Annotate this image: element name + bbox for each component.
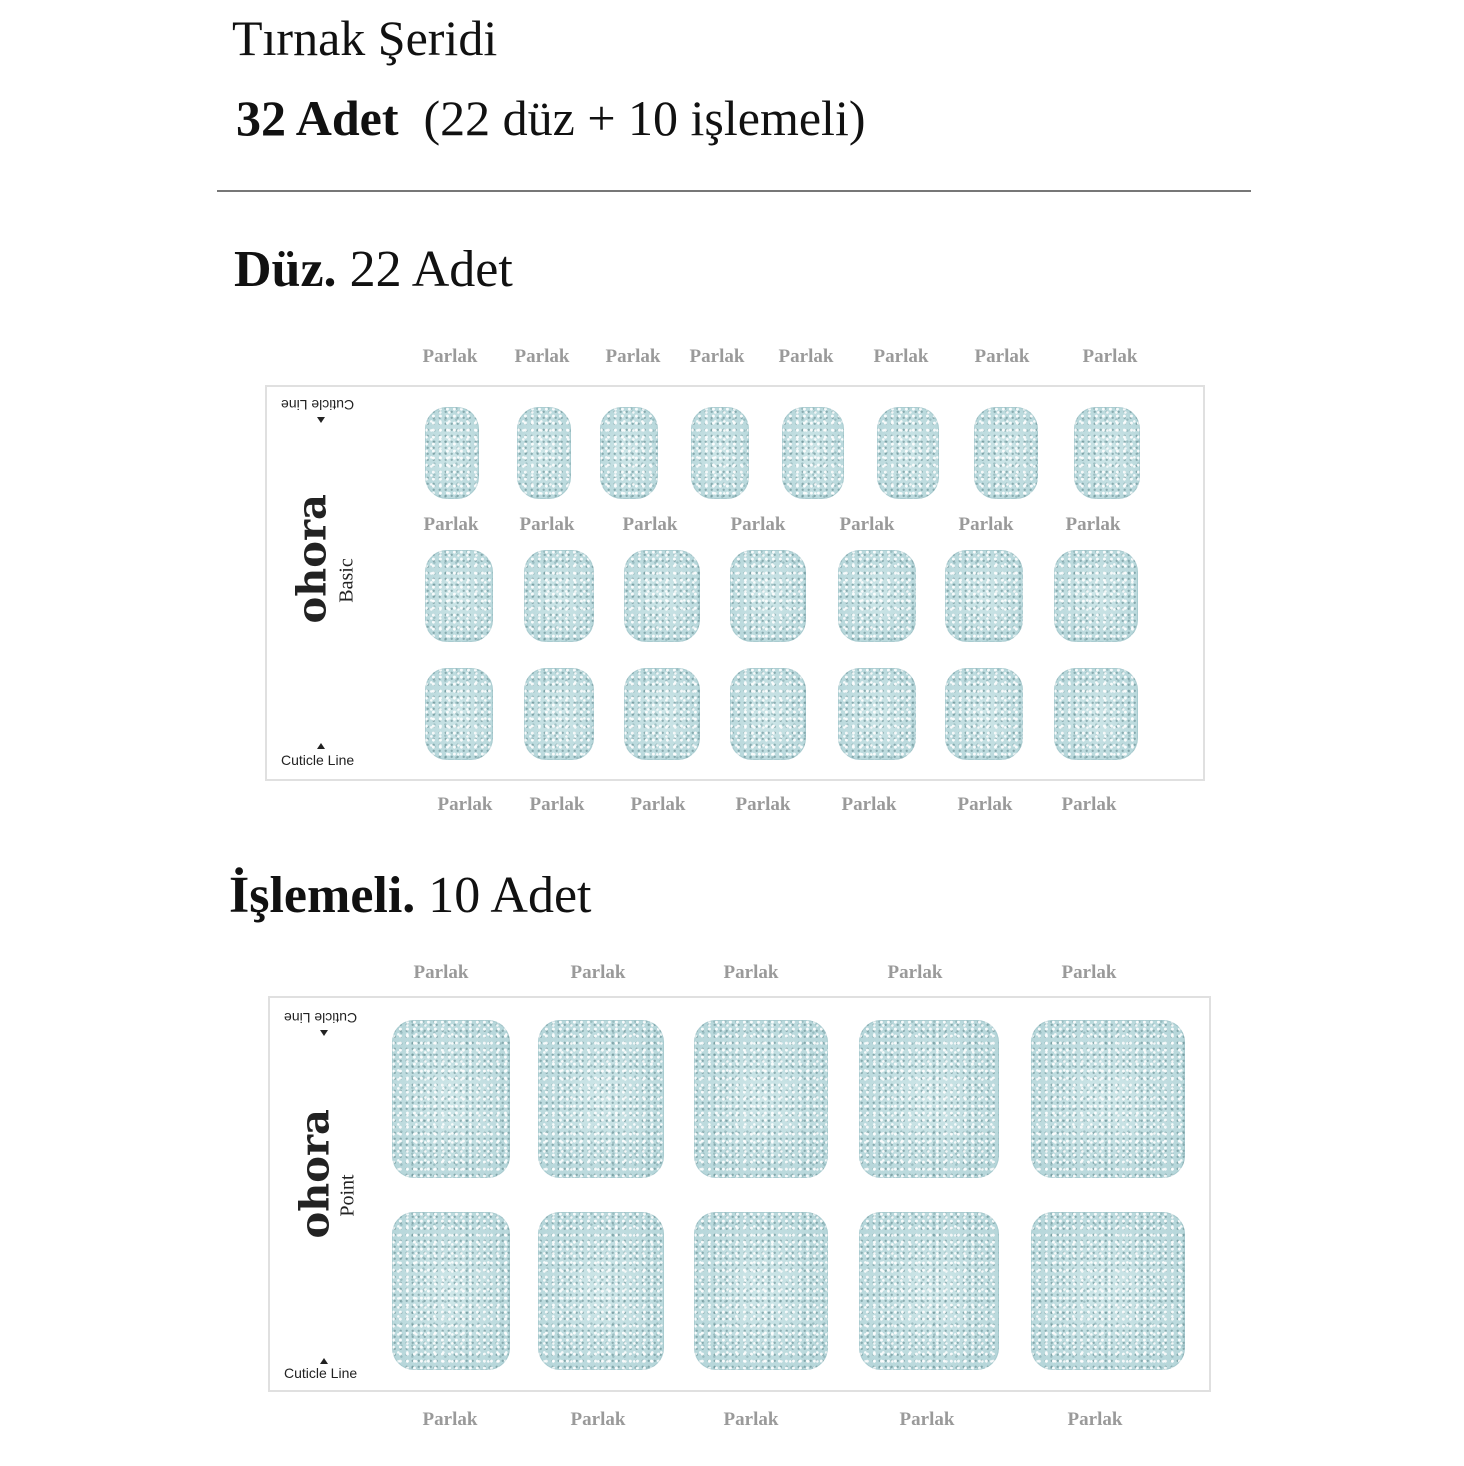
nail-strip <box>859 1020 999 1178</box>
finish-label: Parlak <box>957 794 1013 815</box>
finish-label: Parlak <box>958 514 1014 535</box>
finish-label: Parlak <box>570 1409 626 1430</box>
nail-strip <box>838 668 916 760</box>
brand-line: Basic <box>335 558 358 603</box>
cuticle-arrow-icon <box>317 417 325 423</box>
section-design-heading-count: 10 Adet <box>428 867 592 924</box>
finish-label: Parlak <box>570 962 626 983</box>
finish-label: Parlak <box>841 794 897 815</box>
nail-strip <box>425 668 493 760</box>
finish-label: Parlak <box>605 346 661 367</box>
nail-strip <box>859 1212 999 1370</box>
finish-label: Parlak <box>735 794 791 815</box>
nail-sheet-point <box>268 996 1211 1392</box>
finish-label: Parlak <box>514 346 570 367</box>
nail-strip <box>691 407 749 499</box>
nail-strip <box>600 407 658 499</box>
finish-label: Parlak <box>1067 1409 1123 1430</box>
finish-label: Parlak <box>630 794 686 815</box>
total-count-detail: (22 düz + 10 işlemeli) <box>423 90 866 146</box>
finish-label: Parlak <box>723 1409 779 1430</box>
finish-label: Parlak <box>974 346 1030 367</box>
nail-strip <box>517 407 571 499</box>
finish-label: Parlak <box>839 514 895 535</box>
nail-strip <box>624 550 700 642</box>
nail-strip <box>782 407 844 499</box>
cuticle-line-label-top: Cuticle Line <box>281 397 355 413</box>
nail-strip <box>392 1020 510 1178</box>
nail-strip <box>392 1212 510 1370</box>
nail-strip <box>524 668 594 760</box>
nail-strip <box>838 550 916 642</box>
finish-label: Parlak <box>1082 346 1138 367</box>
cuticle-arrow-icon <box>317 743 325 749</box>
cuticle-line-label-bottom: Cuticle Line <box>281 752 355 768</box>
finish-label: Parlak <box>413 962 469 983</box>
finish-label: Parlak <box>873 346 929 367</box>
brand-logo: ohora <box>288 494 336 624</box>
section-design-heading-bold: İşlemeli. <box>229 867 416 924</box>
nail-strip <box>730 550 806 642</box>
finish-label: Parlak <box>1065 514 1121 535</box>
finish-label: Parlak <box>423 514 479 535</box>
section-design-heading <box>229 866 592 926</box>
nail-sheet-basic <box>265 385 1205 781</box>
finish-label: Parlak <box>437 794 493 815</box>
nail-strip <box>538 1020 664 1178</box>
nail-strip <box>974 407 1038 499</box>
finish-label: Parlak <box>1061 794 1117 815</box>
cuticle-arrow-icon <box>320 1358 328 1364</box>
finish-label: Parlak <box>422 346 478 367</box>
finish-label: Parlak <box>529 794 585 815</box>
nail-strip <box>694 1212 828 1370</box>
nail-strip <box>694 1020 828 1178</box>
total-count <box>236 88 866 148</box>
finish-label: Parlak <box>422 1409 478 1430</box>
nail-strip <box>1054 668 1138 760</box>
finish-label: Parlak <box>622 514 678 535</box>
finish-label: Parlak <box>723 962 779 983</box>
nail-strip <box>1031 1020 1185 1178</box>
nail-strip <box>730 668 806 760</box>
finish-label: Parlak <box>1061 962 1117 983</box>
nail-strip <box>425 550 493 642</box>
nail-strip <box>538 1212 664 1370</box>
nail-strip <box>425 407 479 499</box>
page-title: Tırnak Şeridi <box>232 10 498 66</box>
section-plain-heading-count: 22 Adet <box>349 241 513 298</box>
divider <box>217 190 1251 192</box>
brand-line: Point <box>336 1174 359 1217</box>
nail-strip <box>1054 550 1138 642</box>
finish-label: Parlak <box>778 346 834 367</box>
finish-label: Parlak <box>887 962 943 983</box>
finish-label: Parlak <box>519 514 575 535</box>
brand-logo: ohora <box>291 1109 339 1239</box>
nail-strip <box>1031 1212 1185 1370</box>
section-plain-heading <box>234 240 513 300</box>
finish-label: Parlak <box>689 346 745 367</box>
nail-strip <box>945 668 1023 760</box>
section-plain-heading-bold: Düz. <box>234 241 337 298</box>
nail-strip <box>945 550 1023 642</box>
nail-strip <box>624 668 700 760</box>
finish-label: Parlak <box>730 514 786 535</box>
cuticle-line-label-bottom: Cuticle Line <box>284 1365 358 1381</box>
nail-strip <box>1074 407 1140 499</box>
nail-strip <box>524 550 594 642</box>
nail-strip <box>877 407 939 499</box>
cuticle-line-label-top: Cuticle Line <box>284 1010 358 1026</box>
finish-label: Parlak <box>899 1409 955 1430</box>
total-count-bold: 32 Adet <box>236 90 399 146</box>
cuticle-arrow-icon <box>320 1030 328 1036</box>
